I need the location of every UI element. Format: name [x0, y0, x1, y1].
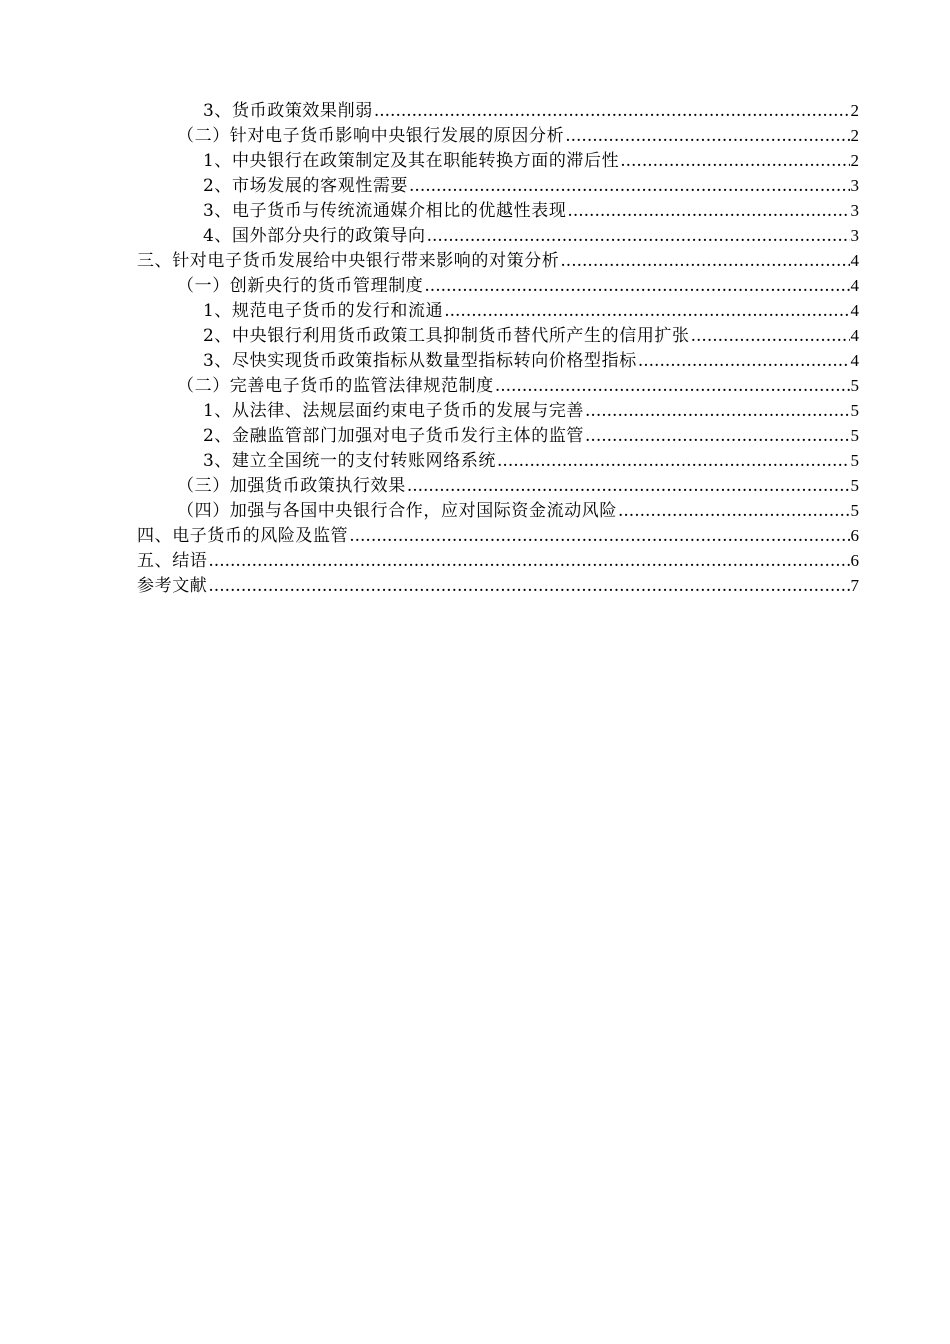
toc-entry-title: 四、电子货币的风险及监管: [137, 526, 349, 546]
toc-entry-title: 2、金融监管部门加强对电子货币发行主体的监管: [203, 426, 585, 446]
toc-entry-page-number: 5: [850, 426, 859, 445]
toc-entry-title: 3、货币政策效果削弱: [203, 101, 373, 121]
toc-entry[interactable]: [137, 398, 859, 423]
toc-entry-title: 1、中央银行在政策制定及其在职能转换方面的滞后性: [203, 151, 620, 171]
toc-entry-title: 2、市场发展的客观性需要: [203, 176, 409, 196]
toc-entry[interactable]: [137, 473, 859, 498]
toc-entry-page-number: 6: [850, 551, 859, 570]
toc-entry-page-number: 4: [850, 251, 859, 270]
toc-dot-leader: [638, 349, 850, 374]
toc-entry-page-number: 4: [850, 276, 859, 295]
table-of-contents: [137, 98, 859, 598]
toc-entry-page-number: 5: [850, 501, 859, 520]
toc-entry-page-number: 4: [850, 351, 859, 370]
toc-dot-leader: [208, 574, 849, 599]
toc-entry[interactable]: [137, 498, 859, 523]
toc-entry-title: 1、规范电子货币的发行和流通: [203, 301, 444, 321]
toc-entry-page-number: 3: [850, 176, 859, 195]
toc-entry-page-number: 5: [850, 401, 859, 420]
toc-dot-leader: [374, 99, 850, 124]
toc-entry-page-number: 3: [850, 226, 859, 245]
toc-dot-leader: [208, 549, 849, 574]
toc-entry-title: （四）加强与各国中央银行合作，应对国际资金流动风险: [177, 501, 617, 521]
toc-dot-leader: [495, 374, 850, 399]
toc-entry-title: 参考文献: [137, 576, 208, 596]
toc-entry[interactable]: [137, 348, 859, 373]
toc-entry-page-number: 2: [850, 126, 859, 145]
toc-entry-title: 五、结语: [137, 551, 208, 571]
toc-dot-leader: [424, 274, 849, 299]
toc-entry[interactable]: [137, 298, 859, 323]
toc-entry-title: 2、中央银行利用货币政策工具抑制货币替代所产生的信用扩张: [203, 326, 690, 346]
toc-dot-leader: [585, 424, 849, 449]
toc-dot-leader: [585, 399, 849, 424]
toc-entry-title: （三）加强货币政策执行效果: [177, 476, 406, 496]
toc-entry[interactable]: [137, 248, 859, 273]
toc-entry-page-number: 2: [850, 151, 859, 170]
toc-entry-title: 3、电子货币与传统流通媒介相比的优越性表现: [203, 201, 567, 221]
toc-entry-page-number: 2: [850, 101, 859, 120]
toc-entry-title: （二）针对电子货币影响中央银行发展的原因分析: [177, 126, 565, 146]
toc-entry-page-number: 3: [850, 201, 859, 220]
toc-entry[interactable]: [137, 223, 859, 248]
toc-entry-title: 3、建立全国统一的支付转账网络系统: [203, 451, 497, 471]
toc-entry-page-number: 7: [850, 576, 859, 595]
toc-entry-page-number: 5: [850, 476, 859, 495]
toc-dot-leader: [407, 474, 850, 499]
toc-entry[interactable]: [137, 448, 859, 473]
toc-entry-page-number: 4: [850, 301, 859, 320]
toc-entry[interactable]: [137, 548, 859, 573]
toc-dot-leader: [444, 299, 849, 324]
toc-entry-title: （二）完善电子货币的监管法律规范制度: [177, 376, 494, 396]
toc-entry-page-number: 4: [850, 326, 859, 345]
toc-entry-title: 3、尽快实现货币政策指标从数量型指标转向价格型指标: [203, 351, 637, 371]
toc-entry[interactable]: [137, 198, 859, 223]
toc-entry-page-number: 5: [850, 376, 859, 395]
toc-dot-leader: [618, 499, 850, 524]
toc-dot-leader: [497, 449, 849, 474]
toc-dot-leader: [620, 149, 849, 174]
toc-entry-title: 三、针对电子货币发展给中央银行带来影响的对策分析: [137, 251, 560, 271]
toc-dot-leader: [691, 324, 850, 349]
toc-entry[interactable]: [137, 98, 859, 123]
toc-entry[interactable]: [137, 323, 859, 348]
toc-entry-page-number: 5: [850, 451, 859, 470]
toc-entry-title: （一）创新央行的货币管理制度: [177, 276, 424, 296]
toc-entry-page-number: 6: [850, 526, 859, 545]
toc-entry[interactable]: [137, 123, 859, 148]
toc-entry[interactable]: [137, 373, 859, 398]
toc-entry[interactable]: [137, 148, 859, 173]
toc-dot-leader: [349, 524, 849, 549]
toc-entry-title: 1、从法律、法规层面约束电子货币的发展与完善: [203, 401, 585, 421]
toc-entry[interactable]: [137, 173, 859, 198]
toc-dot-leader: [567, 199, 849, 224]
toc-entry[interactable]: [137, 573, 859, 598]
toc-dot-leader: [427, 224, 850, 249]
toc-entry[interactable]: [137, 423, 859, 448]
toc-dot-leader: [560, 249, 849, 274]
toc-entry-title: 4、国外部分央行的政策导向: [203, 226, 426, 246]
toc-dot-leader: [409, 174, 849, 199]
toc-entry[interactable]: [137, 523, 859, 548]
toc-dot-leader: [565, 124, 849, 149]
toc-entry[interactable]: [137, 273, 859, 298]
